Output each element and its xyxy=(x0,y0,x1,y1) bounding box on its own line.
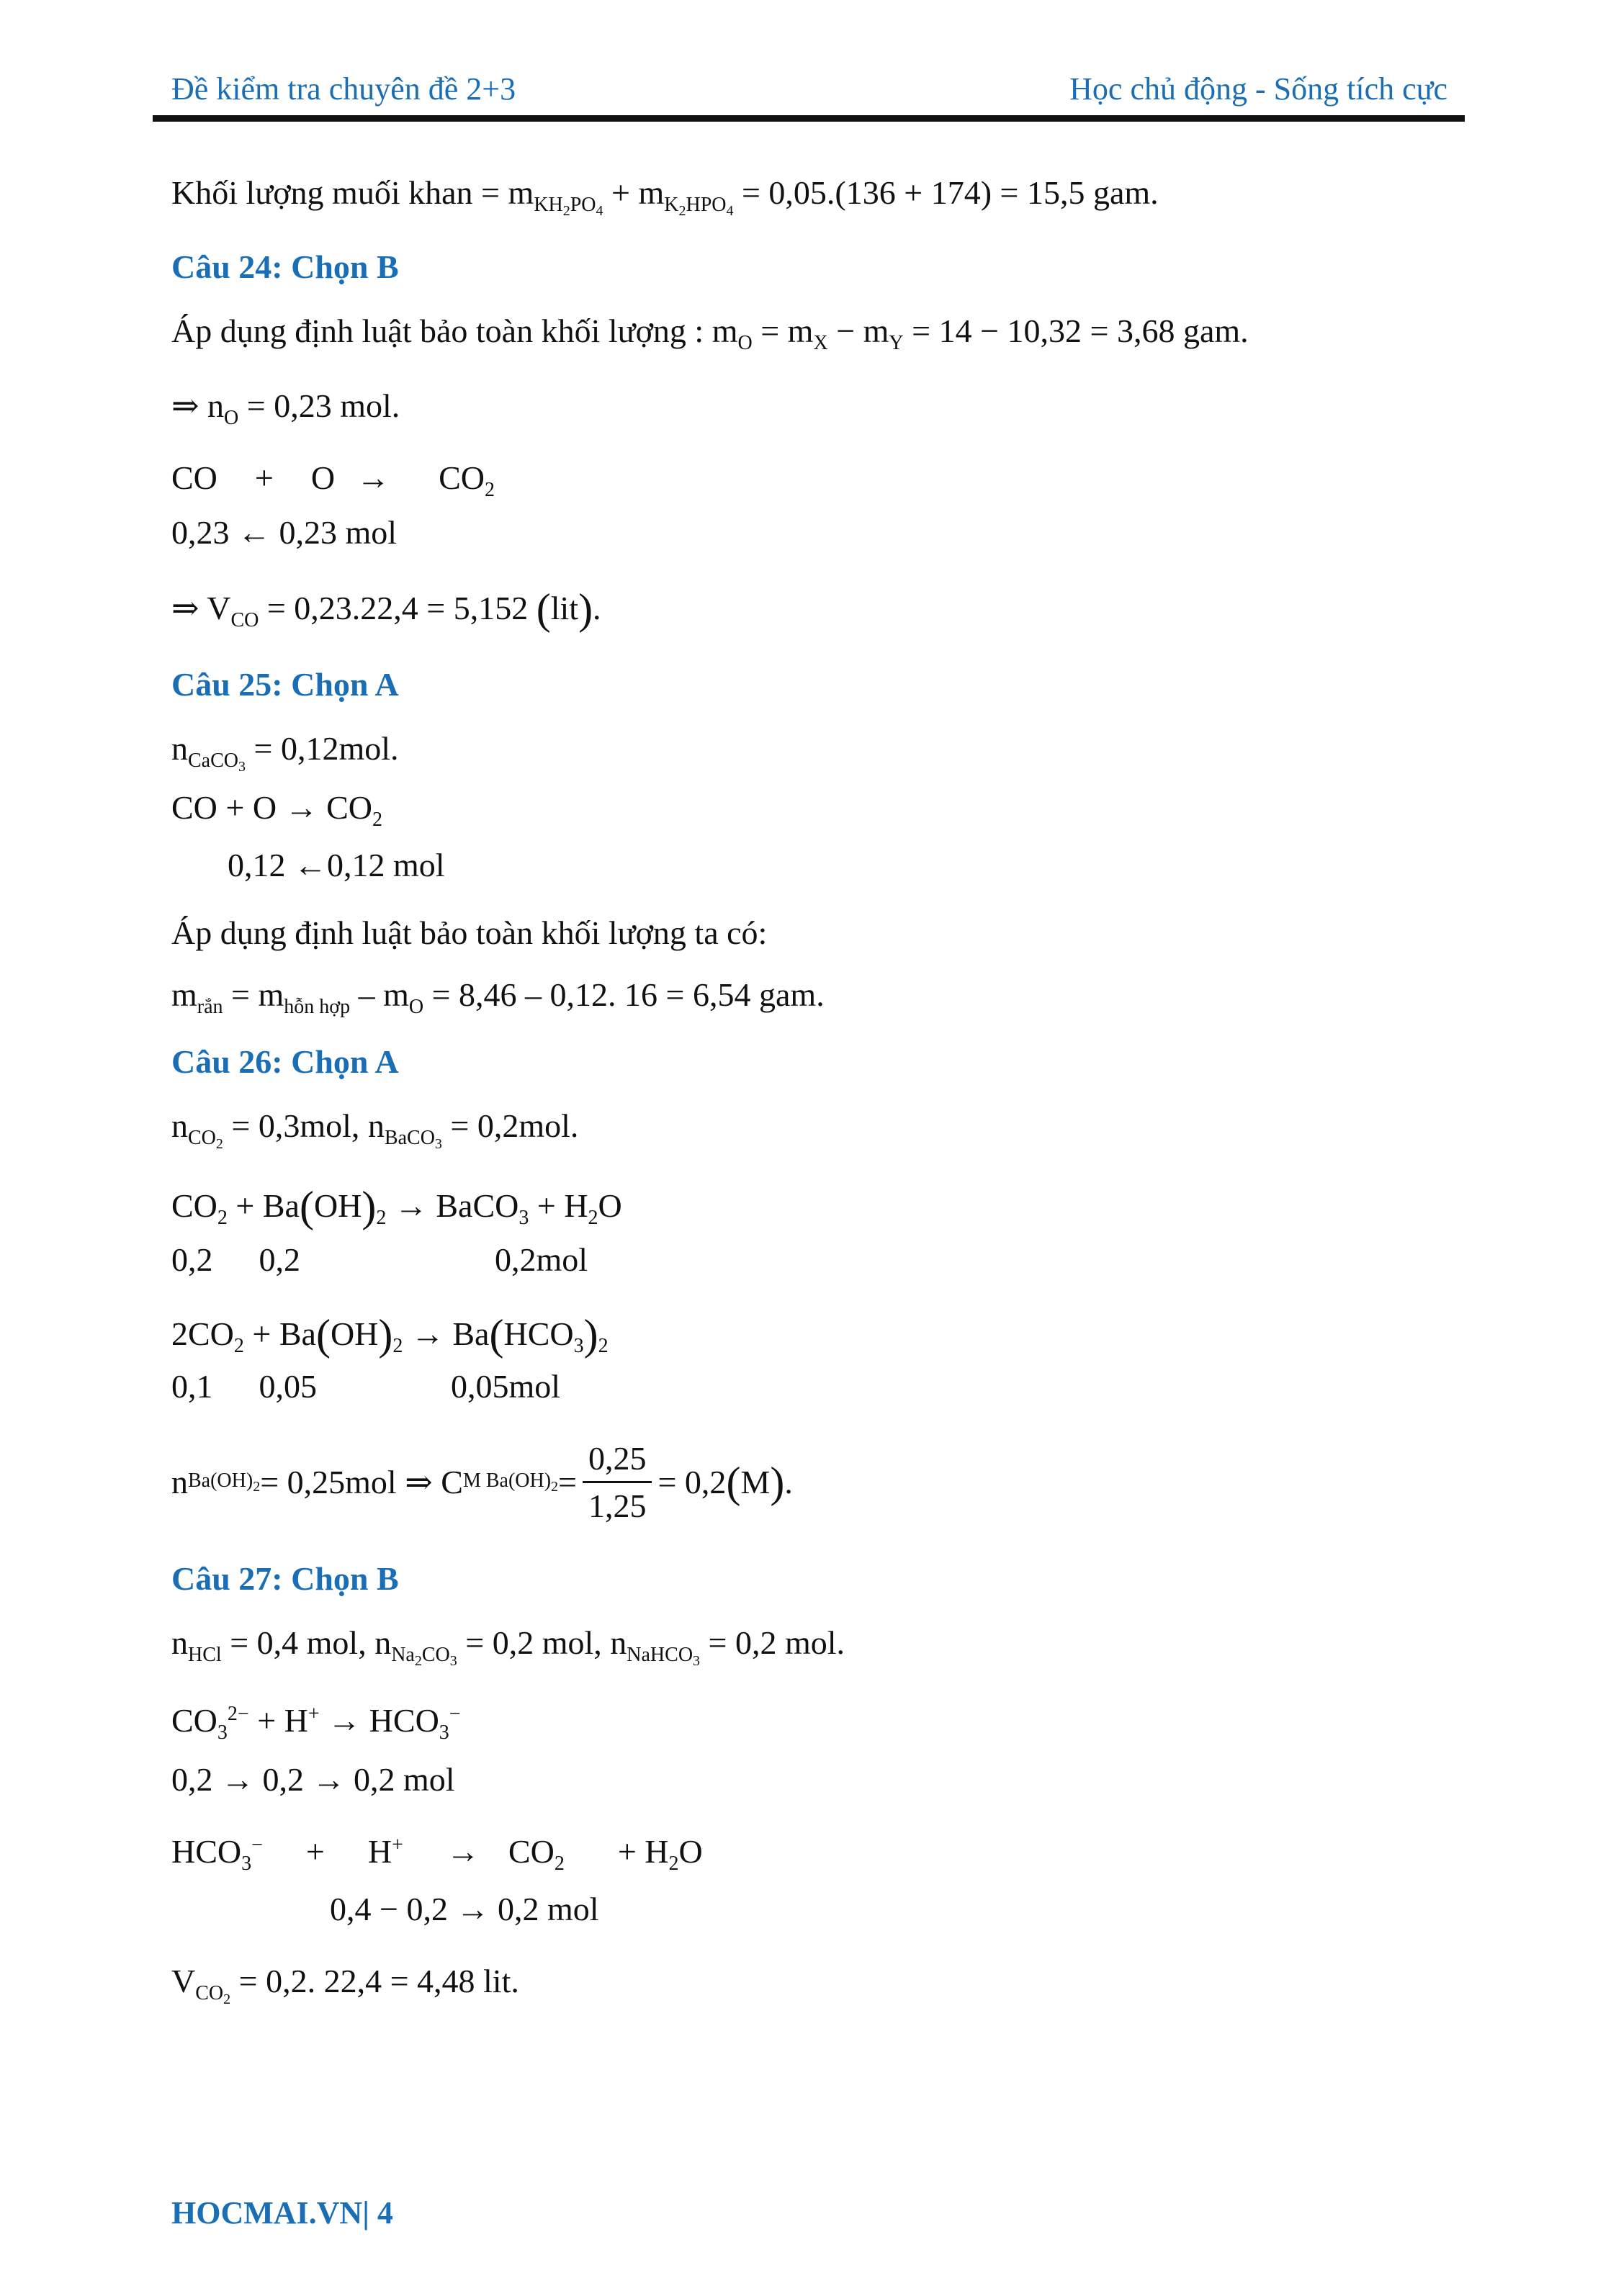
text: 2 xyxy=(376,1207,387,1229)
text: 3 xyxy=(434,1136,442,1152)
text: 0,2mol xyxy=(495,1241,588,1278)
header-right-slogan: Học chủ động - Sống tích cực xyxy=(1069,71,1447,107)
text: . xyxy=(784,1464,793,1501)
text: ( xyxy=(315,1311,331,1359)
header-divider xyxy=(153,115,1465,122)
text: – m xyxy=(350,976,409,1013)
text: + xyxy=(392,1834,403,1856)
text: = 0,2 mol. xyxy=(700,1624,845,1661)
q26-line1 xyxy=(171,1106,578,1153)
text: NaHCO xyxy=(627,1644,693,1666)
text: CO xyxy=(188,1127,216,1149)
text: ) xyxy=(770,1458,785,1506)
text: 2 xyxy=(253,1479,261,1495)
text: O xyxy=(678,1833,703,1870)
text: M xyxy=(740,1464,771,1501)
text: V xyxy=(171,1963,196,1999)
q24-line1 xyxy=(171,311,1249,356)
text: 4 xyxy=(726,203,734,219)
text: + H xyxy=(617,1833,669,1870)
text: = 0,2mol. xyxy=(441,1107,579,1144)
text: m xyxy=(508,174,534,211)
text: ⇒ n xyxy=(171,387,225,424)
text: CO xyxy=(171,1702,217,1739)
text: m xyxy=(171,976,197,1013)
page-footer: HOCMAI.VN| 4 xyxy=(171,2195,393,2230)
text: 2 xyxy=(562,203,570,219)
text: Ba(OH) xyxy=(188,1469,253,1493)
text: + H xyxy=(248,1702,308,1739)
text: 3 xyxy=(217,1721,228,1744)
text: + H xyxy=(529,1187,588,1224)
q26-heading: Câu 26: Chọn A xyxy=(171,1043,399,1080)
text: O xyxy=(737,332,753,354)
text: CO xyxy=(439,459,485,496)
text: 2 xyxy=(223,1991,231,2007)
concentration-fraction xyxy=(583,1439,652,1526)
q25-line5 xyxy=(171,975,825,1019)
text: = 0,2 xyxy=(657,1464,727,1501)
text: → HCO xyxy=(319,1702,439,1739)
text: = 14 − 10,32 = 3,68 gam. xyxy=(903,312,1249,349)
q25-heading: Câu 25: Chọn A xyxy=(171,666,399,703)
q24-line3 xyxy=(171,458,495,503)
text: − xyxy=(251,1834,263,1856)
text: K xyxy=(664,194,679,216)
text: 1,25 xyxy=(588,1487,647,1525)
text: 2 xyxy=(217,1207,228,1229)
q27-line2 xyxy=(171,1701,461,1745)
text: Áp dụng định luật bảo toàn khối lượng : xyxy=(171,312,712,349)
text: 0,2 xyxy=(259,1241,300,1278)
q27-heading: Câu 27: Chọn B xyxy=(171,1560,399,1597)
text: CaCO xyxy=(188,749,238,772)
q26-line4 xyxy=(171,1309,609,1361)
text: 3 xyxy=(573,1335,584,1357)
text: = 0,05.(136 + 174) = 15,5 gam. xyxy=(733,174,1159,211)
q26-line5 xyxy=(171,1367,560,1406)
q27-line6 xyxy=(171,1961,519,2008)
text: 2 xyxy=(414,1653,422,1669)
text: CO xyxy=(508,1833,555,1870)
q27-line1 xyxy=(171,1623,845,1670)
text: CO xyxy=(230,609,259,631)
text: n xyxy=(171,730,188,767)
q25-line2 xyxy=(171,788,382,832)
text: + xyxy=(254,459,274,496)
q24-line2 xyxy=(171,386,400,431)
text: = 0,12mol. xyxy=(246,730,399,767)
text: + xyxy=(308,1703,320,1725)
text: = 0,4 mol, n xyxy=(221,1624,392,1661)
text: hỗn hợp xyxy=(284,996,351,1018)
text: 2 xyxy=(372,809,382,831)
text: ) xyxy=(362,1183,377,1230)
header-left-title: Đề kiểm tra chuyên đề 2+3 xyxy=(171,71,516,107)
text: 2 xyxy=(598,1335,609,1357)
text: HCl xyxy=(188,1644,222,1666)
text: − m xyxy=(827,312,889,349)
text: 0,05mol xyxy=(451,1368,561,1405)
salt-mass-line xyxy=(171,173,1159,220)
text: = 8,46 – 0,12. 16 = 6,54 gam. xyxy=(423,976,825,1013)
text: Khối lượng muối khan = xyxy=(171,174,508,211)
text: = 0,23 mol. xyxy=(238,387,400,424)
text: CO xyxy=(195,1982,224,2004)
text: n xyxy=(171,1107,188,1144)
text: ) xyxy=(378,1311,393,1359)
text: = 0,2 mol, n xyxy=(457,1624,627,1661)
text: = m xyxy=(752,312,814,349)
q26-line6 xyxy=(171,1439,793,1526)
text: → xyxy=(356,459,390,496)
text: 2 xyxy=(233,1335,244,1357)
text: Y xyxy=(889,332,904,354)
text: 2 xyxy=(554,1852,565,1875)
text: + xyxy=(305,1833,325,1870)
text: OH xyxy=(313,1187,362,1224)
text: → xyxy=(446,1833,480,1870)
text: 2 xyxy=(392,1335,403,1357)
text: 3 xyxy=(241,1852,252,1875)
text: CO + O → CO xyxy=(171,789,372,826)
text: O xyxy=(224,407,239,429)
text: O xyxy=(408,996,424,1018)
text: 2 xyxy=(551,1479,559,1495)
text: H xyxy=(367,1833,392,1870)
q25-line4: Áp dụng định luật bảo toàn khối lượng ta có: xyxy=(171,914,768,951)
text: − xyxy=(449,1703,461,1725)
text: = 0,23.22,4 = 5,152 xyxy=(259,590,537,626)
q26-line3 xyxy=(171,1240,588,1279)
text: = 0,2. 22,4 = 4,48 lit. xyxy=(230,1963,519,1999)
q27-line4 xyxy=(171,1832,703,1876)
q27-line5: 0,4 − 0,2 → 0,2 mol xyxy=(330,1891,599,1927)
text: 3 xyxy=(238,759,246,775)
text: 0,25 xyxy=(583,1439,652,1483)
text: ⇒ V xyxy=(171,590,231,626)
text: ( xyxy=(489,1311,504,1359)
text: PO xyxy=(570,194,596,216)
text: 2 xyxy=(668,1852,679,1875)
q24-heading: Câu 24: Chọn B xyxy=(171,248,399,285)
text: KH xyxy=(534,194,563,216)
q26-line2 xyxy=(171,1181,622,1233)
text: ) xyxy=(578,585,593,633)
text: 2 xyxy=(588,1207,598,1229)
q24-line5 xyxy=(171,583,601,635)
text: 3 xyxy=(519,1207,529,1229)
text: 2 xyxy=(215,1136,223,1152)
text: = 0,25mol ⇒ C xyxy=(260,1464,463,1501)
text: O xyxy=(310,459,336,496)
q24-line4: 0,23 ← 0,23 mol xyxy=(171,514,398,551)
text: m xyxy=(712,312,738,349)
text: CO xyxy=(171,459,217,496)
text: 2 xyxy=(678,203,686,219)
text: HCO xyxy=(503,1315,574,1352)
text: lit xyxy=(550,590,579,626)
text: rắn xyxy=(197,996,223,1018)
text: HCO xyxy=(171,1833,242,1870)
text: n xyxy=(171,1624,188,1661)
text: O xyxy=(598,1187,622,1224)
text: → Ba xyxy=(403,1315,490,1352)
text: 0,1 xyxy=(171,1368,213,1405)
text: = xyxy=(558,1464,577,1501)
q27-line3: 0,2 → 0,2 → 0,2 mol xyxy=(171,1761,455,1798)
text: 0,05 xyxy=(259,1368,317,1405)
text: CO xyxy=(421,1644,450,1666)
text: + Ba xyxy=(243,1315,316,1352)
text: m xyxy=(638,174,665,211)
text: = m xyxy=(223,976,284,1013)
text: = 0,3mol, n xyxy=(223,1107,385,1144)
text: 2CO xyxy=(171,1315,234,1352)
text: CO xyxy=(171,1187,217,1224)
q25-line1 xyxy=(171,729,399,775)
text: 3 xyxy=(439,1721,449,1744)
text: M Ba(OH) xyxy=(462,1469,552,1493)
text: ( xyxy=(536,585,551,633)
text: 4 xyxy=(596,203,603,219)
text: Na xyxy=(391,1644,415,1666)
text: 3 xyxy=(693,1653,701,1669)
q25-line3: 0,12 ←0,12 mol xyxy=(228,847,445,883)
text: ( xyxy=(726,1458,741,1506)
text: → BaCO xyxy=(386,1187,519,1224)
text: n xyxy=(171,1464,188,1501)
text: 2− xyxy=(227,1703,249,1725)
text: + xyxy=(603,174,639,211)
text: 2 xyxy=(485,479,495,501)
text: HPO xyxy=(686,194,727,216)
text: 3 xyxy=(449,1653,457,1669)
text: 0,2 xyxy=(171,1241,213,1278)
text: . xyxy=(593,590,601,626)
text: OH xyxy=(330,1315,379,1352)
text: + Ba xyxy=(227,1187,300,1224)
text: ( xyxy=(299,1183,314,1230)
text: BaCO xyxy=(384,1127,435,1149)
text: ) xyxy=(583,1311,598,1359)
text: X xyxy=(813,332,828,354)
